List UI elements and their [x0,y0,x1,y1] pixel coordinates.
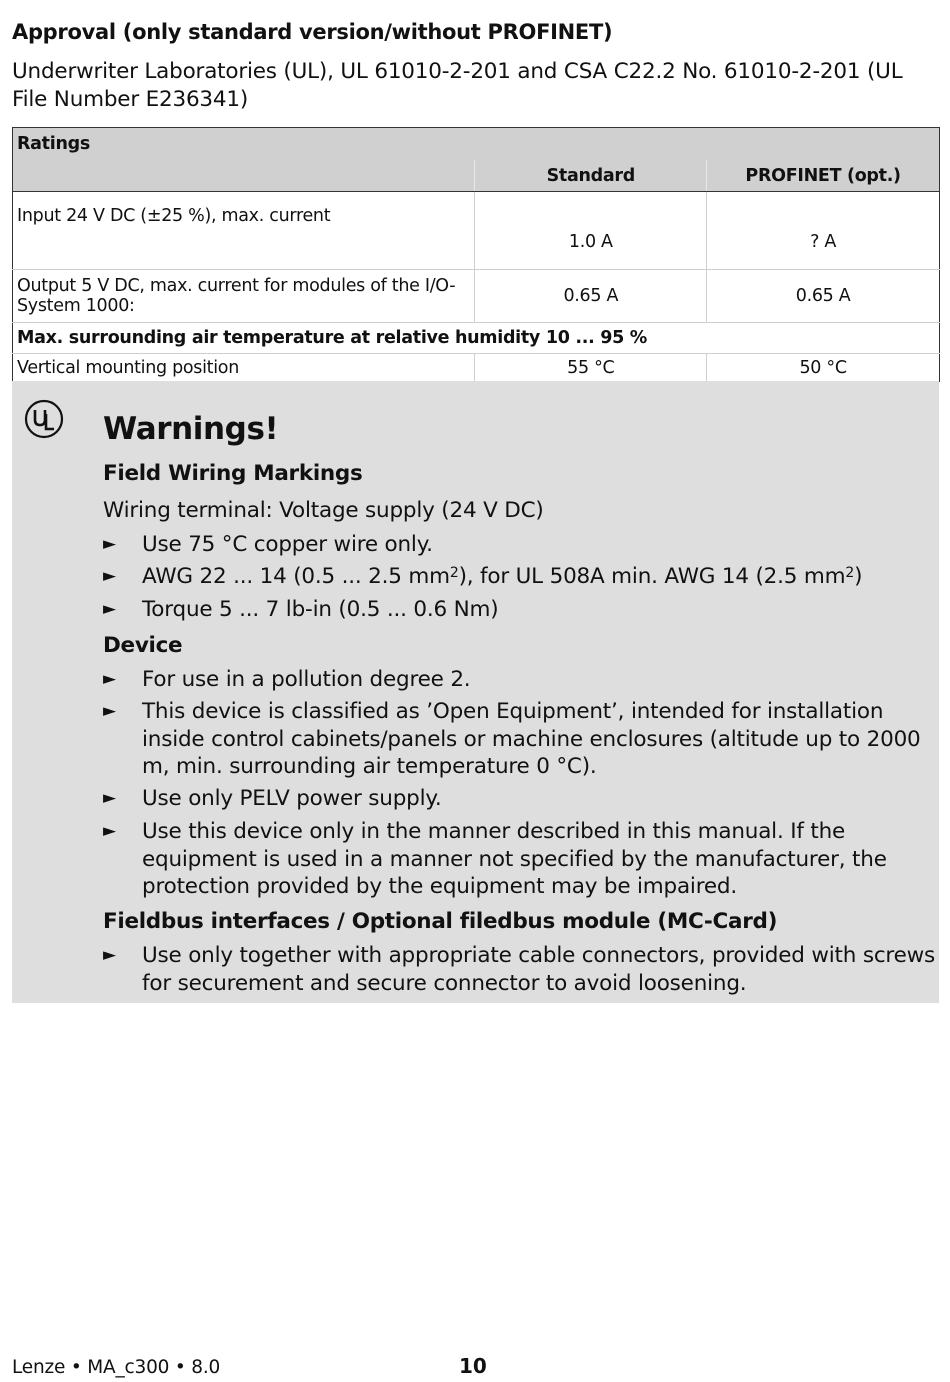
bullet-text: Use 75 °C copper wire only. [142,532,433,557]
table-row [13,270,940,323]
bullet-arrow-icon: ► [103,566,116,586]
bullet-arrow-icon: ► [103,701,116,721]
ratings-title-row [13,128,940,161]
device-heading: Device [103,633,183,658]
bullet-arrow-icon: ► [103,945,116,965]
page-number: 10 [459,1354,487,1378]
wiring-terminal-text: Wiring terminal: Voltage supply (24 V DC) [103,498,544,523]
field-wiring-heading: Field Wiring Markings [103,461,363,486]
row-label: Vertical mounting position [17,357,240,378]
column-header-profinet: PROFINET (opt.) [707,160,940,192]
fieldbus-heading: Fieldbus interfaces / Optional filedbus module (MC-Card) [103,909,778,934]
standard-value: 55 °C [475,354,707,382]
standard-value: 1.0 A [475,192,707,270]
bullet-text: Use only together with appropriate cable connectors, provided with screws for securement and secure connector to avoid loosening. [142,943,936,996]
approval-text: Underwriter Laboratories (UL), UL 61010-2-201 and CSA C22.2 No. 61010-2-201 (UL File Number E236341) [12,59,903,112]
row-label: Output 5 V DC, max. current for modules of the I/O-System 1000: [13,270,475,323]
bullet-text: For use in a pollution degree 2. [142,667,471,692]
bullet-arrow-icon: ► [103,534,116,554]
warnings-box [12,381,939,1003]
bullet-text: Use only PELV power supply. [142,786,442,811]
bullet-arrow-icon: ► [103,599,116,619]
ul-mark-icon [24,399,64,439]
warnings-title: Warnings! [103,411,279,447]
profinet-value: 0.65 A [707,270,940,323]
table-row [13,354,940,382]
profinet-value: ? A [707,192,940,270]
bullet-text: AWG 22 ... 14 (0.5 ... 2.5 $mm^2$), for UL 508A min. AWG 14 (2.5 $mm^2$) [142,564,863,589]
row-label: Input 24 V DC (±25 %), max. current [13,192,475,270]
ratings-title: Ratings [13,128,940,161]
header-empty-cell [13,160,475,192]
table-subheading-row [13,323,940,354]
bullet-arrow-icon: ► [103,821,116,841]
bullet-arrow-icon: ► [103,669,116,689]
profinet-value: 50 °C [707,354,940,382]
bullet-arrow-icon: ► [103,788,116,808]
column-header-standard: Standard [475,160,707,192]
footer-document-info: Lenze • MA_c300 • 8.0 [12,1357,221,1378]
bullet-text: Torque 5 ... 7 lb-in (0.5 ... 0.6 Nm) [142,597,499,622]
bullet-text: This device is classified as ’Open Equipment’, intended for installation inside control cabinets/panels or machine enclosures (altitude up to 2000 m, min. surrounding air temperature 0 °C). [142,699,921,779]
standard-value: 0.65 A [475,270,707,323]
approval-title: Approval (only standard version/without PROFINET) [12,20,613,44]
ratings-table [12,127,940,382]
ratings-header-row [13,160,940,192]
temperature-subheading: Max. surrounding air temperature at relative humidity 10 ... 95 % [13,323,940,354]
table-row [13,192,940,270]
bullet-text: Use this device only in the manner described in this manual. If the equipment is used in a manner not specified by the manufacturer, the protection provided by the equipment may be impaired. [142,819,887,899]
